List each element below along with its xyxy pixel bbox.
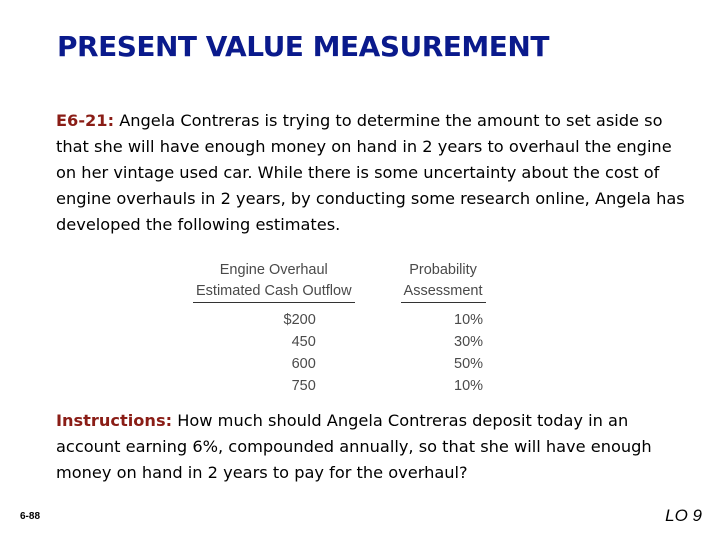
table-row (193, 303, 486, 332)
table-row (193, 353, 486, 375)
col2-header-line1: Probability (409, 262, 477, 278)
instructions-label: Instructions: (56, 411, 173, 430)
slide-title: PRESENT VALUE MEASUREMENT (57, 30, 549, 63)
outflow-cell: 600 (291, 356, 316, 372)
problem-statement (56, 108, 686, 238)
learning-objective: LO 9 (665, 506, 702, 525)
outflow-cell: $200 (283, 312, 316, 328)
slide-number: 6-88 (20, 511, 41, 522)
probability-cell: 50% (454, 356, 484, 372)
probability-cell: 30% (454, 334, 484, 350)
instructions-text: How much should Angela Contreras deposit today in an account earning 6%, compounded annually, so that she will have enough money on hand in 2 years to pay for the overhaul? (56, 411, 652, 482)
outflow-cell: 750 (291, 378, 316, 394)
col1-header-line2: Estimated Cash Outflow (193, 281, 355, 303)
outflow-cell: 450 (291, 334, 316, 350)
table-row (193, 375, 486, 397)
col1-header-line1: Engine Overhaul (219, 262, 328, 278)
instructions (56, 408, 686, 486)
problem-label: E6-21: (56, 111, 115, 130)
estimates-table (193, 260, 486, 397)
probability-cell: 10% (454, 378, 484, 394)
probability-cell: 10% (454, 312, 484, 328)
table-row (193, 331, 486, 353)
problem-text: Angela Contreras is trying to determine the amount to set aside so that she will have enough money on hand in 2 years to overhaul the engine on her vintage used car. While there is some uncertainty about the cost of engine overhauls in 2 years, by conducting some research online, Angela has developed the following estimates. (56, 111, 685, 234)
col2-header-line2: Assessment (401, 281, 486, 303)
